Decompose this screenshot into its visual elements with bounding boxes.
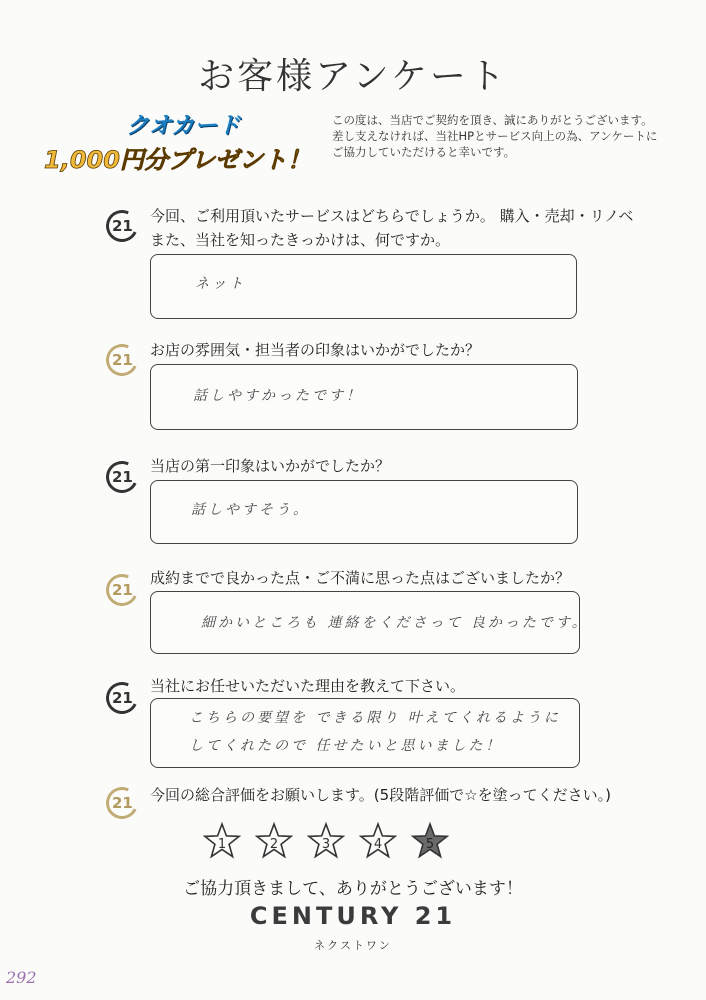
intro-line: ご協力していただけると幸いです。 xyxy=(332,145,516,159)
answer-box-2[interactable] xyxy=(150,364,578,430)
question-6 xyxy=(150,783,611,807)
rating-star-label: 5 xyxy=(425,837,435,852)
answer-box-4[interactable] xyxy=(150,591,589,654)
brand-subtitle: ネクストワン xyxy=(314,939,392,952)
question-2 xyxy=(150,338,480,362)
answer-text: 話しやすかったです！ xyxy=(193,388,363,404)
question-3 xyxy=(150,454,390,478)
century21-logo-icon: 21 xyxy=(101,569,142,610)
question-text: 今回、ご利用頂いたサービスはどちらでしょうか。 購入・売却・リノベ xyxy=(150,207,634,225)
question-text: また、当社を知ったきっかけは、何ですか。 xyxy=(150,231,451,249)
rating-stars[interactable] xyxy=(200,818,460,868)
answer-box-5[interactable] xyxy=(150,698,580,768)
question-text: お店の雰囲気・担当者の印象はいかがでしたか？ xyxy=(150,341,481,359)
answer-text: してくれたので 任せたいと思いました！ xyxy=(189,738,503,754)
answer-text: 話しやすそう。 xyxy=(191,502,310,518)
question-text: 当店の第一印象はいかがでしたか？ xyxy=(150,457,391,475)
promo-quocard: クオカード xyxy=(126,113,241,139)
century21-logo-icon: 21 xyxy=(101,456,142,497)
question-1 xyxy=(150,204,633,252)
question-text: 今回の総合評価をお願いします。(5段階評価で☆を塗ってください。) xyxy=(150,786,611,804)
century21-logo-icon: 21 xyxy=(101,677,142,718)
century21-logo-icon: 21 xyxy=(101,205,142,246)
question-text: 成約までで良かった点・ご不満に思った点はございましたか？ xyxy=(150,569,571,587)
century21-logo-icon: 21 xyxy=(101,782,142,823)
answer-text: ネット xyxy=(195,276,246,292)
century21-logo-icon: 21 xyxy=(101,339,142,380)
rating-star-label: 3 xyxy=(321,837,331,852)
question-text: 当社にお任せいただいた理由を教えて下さい。 xyxy=(150,677,466,695)
question-5 xyxy=(150,674,465,698)
page-title: お客様アンケート xyxy=(198,56,508,97)
thanks-text: ご協力頂きまして、ありがとうございます！ xyxy=(183,879,523,899)
page-number: 292 xyxy=(6,968,37,987)
answer-text: 細かいところも 連絡をくださって 良かったです。 xyxy=(201,615,589,631)
intro-text xyxy=(332,112,692,160)
century21-brand-logo: CENTURY 21 xyxy=(249,902,457,930)
answer-box-1[interactable] xyxy=(150,254,577,319)
answer-box-3[interactable] xyxy=(150,480,578,544)
rating-star-label: 4 xyxy=(373,837,383,852)
intro-line: この度は、当店でご契約を頂き、誠にありがとうございます。 xyxy=(332,113,653,127)
rating-star-label: 2 xyxy=(269,837,279,852)
answer-text: こちらの要望を できる限り 叶えてくれるように xyxy=(189,710,561,726)
intro-line: 差し支えなければ、当社HPとサービス向上の為、アンケートに xyxy=(332,129,658,143)
promo-present: 1,000円分プレゼント！ xyxy=(44,146,311,174)
rating-star-label: 1 xyxy=(217,837,227,852)
question-4 xyxy=(150,566,570,590)
